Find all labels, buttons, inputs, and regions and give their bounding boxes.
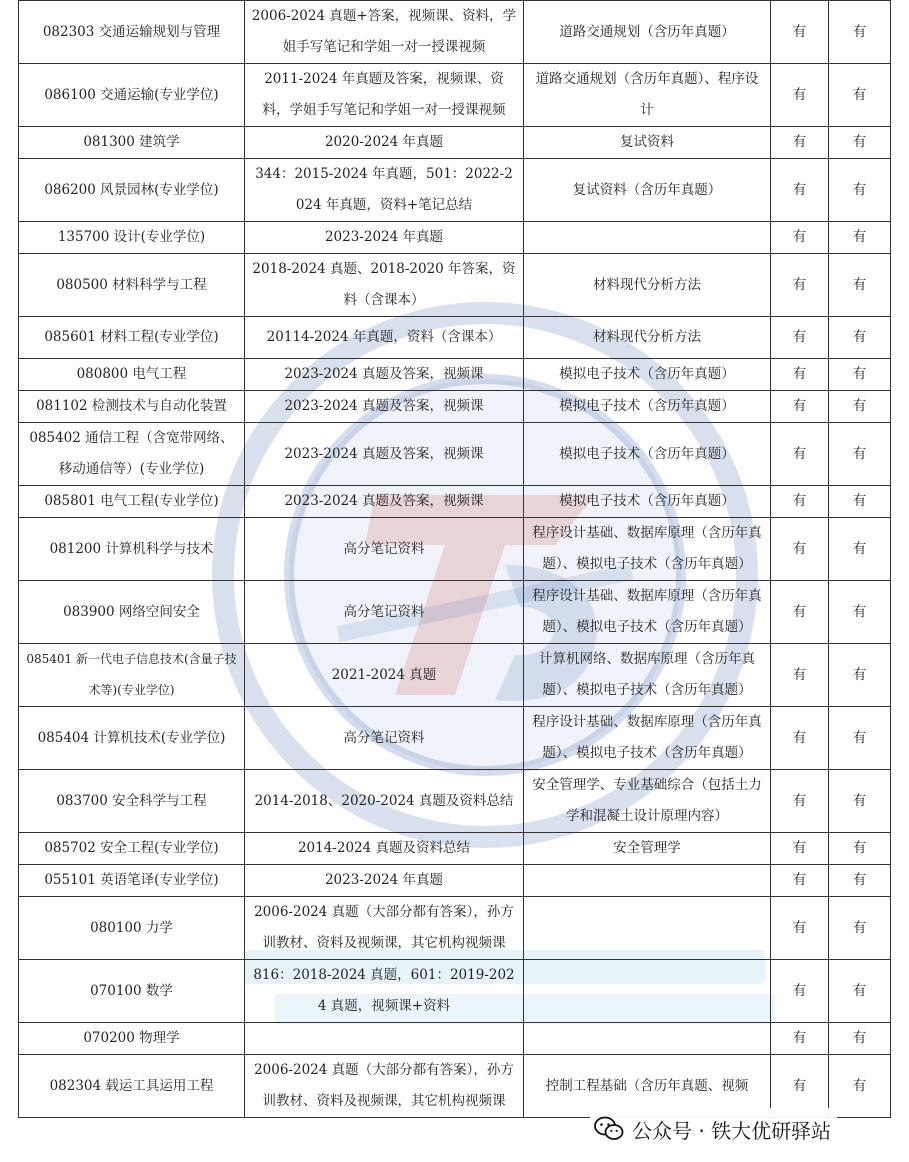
exam-materials-cell: [245, 1023, 524, 1055]
column-5-cell: 有: [829, 1, 891, 64]
table-row: [19, 644, 891, 707]
table-row: [19, 707, 891, 770]
specialty-cell: 083700 安全科学与工程: [19, 770, 245, 833]
specialty-cell: 082303 交通运输规划与管理: [19, 1, 245, 64]
column-4-cell: 有: [771, 423, 829, 486]
column-5-cell: 有: [829, 317, 891, 359]
specialty-cell: 082304 载运工具运用工程: [19, 1055, 245, 1118]
column-5-cell: 有: [829, 127, 891, 159]
column-5-cell: 有: [829, 391, 891, 423]
specialty-cell: 085401 新一代电子信息技术(含量子技术等)(专业学位): [19, 644, 245, 707]
exam-materials-cell: 2021-2024 真题: [245, 644, 524, 707]
column-5-cell: 有: [829, 644, 891, 707]
exam-materials-cell: 2023-2024 年真题: [245, 865, 524, 897]
exam-materials-cell: 20114-2024 年真题，资料（含课本）: [245, 317, 524, 359]
retest-materials-cell: 材料现代分析方法: [524, 254, 771, 317]
table-row: [19, 486, 891, 518]
wechat-icon: [594, 1116, 624, 1142]
exam-materials-cell: 2011-2024 年真题及答案，视频课、资料，学姐手写笔记和学姐一对一授课视频: [245, 64, 524, 127]
column-4-cell: 有: [771, 518, 829, 581]
retest-materials-cell: 材料现代分析方法: [524, 317, 771, 359]
retest-materials-cell: 模拟电子技术（含历年真题）: [524, 423, 771, 486]
retest-materials-cell: 控制工程基础（含历年真题、视频: [524, 1055, 771, 1118]
retest-materials-cell: 程序设计基础、数据库原理（含历年真题）、模拟电子技术（含历年真题）: [524, 707, 771, 770]
exam-materials-cell: 2006-2024 真题（大部分都有答案），孙方训教材、资料及视频课，其它机构视频课: [245, 897, 524, 960]
exam-materials-cell: 高分笔记资料: [245, 707, 524, 770]
retest-materials-cell: 模拟电子技术（含历年真题）: [524, 486, 771, 518]
table-row: [19, 64, 891, 127]
retest-materials-cell: [524, 865, 771, 897]
column-5-cell: 有: [829, 865, 891, 897]
table-row: [19, 391, 891, 423]
specialty-cell: 086200 风景园林(专业学位): [19, 159, 245, 222]
column-5-cell: 有: [829, 1055, 891, 1118]
table-row: [19, 865, 891, 897]
table-row: [19, 423, 891, 486]
column-5-cell: 有: [829, 960, 891, 1023]
column-4-cell: 有: [771, 865, 829, 897]
column-4-cell: 有: [771, 317, 829, 359]
exam-materials-cell: 高分笔记资料: [245, 581, 524, 644]
column-4-cell: 有: [771, 1, 829, 64]
retest-materials-cell: 复试资料（含历年真题）: [524, 159, 771, 222]
wechat-account-name: 公众号 · 铁大优研驿站: [632, 1118, 832, 1143]
specialty-cell: 085801 电气工程(专业学位): [19, 486, 245, 518]
column-5-cell: 有: [829, 518, 891, 581]
exam-materials-cell: 2023-2024 年真题: [245, 222, 524, 254]
specialty-cell: 085702 安全工程(专业学位): [19, 833, 245, 865]
retest-materials-cell: 模拟电子技术（含历年真题）: [524, 359, 771, 391]
retest-materials-cell: 安全管理学、专业基础综合（包括土力学和混凝土设计原理内容）: [524, 770, 771, 833]
table-row: [19, 518, 891, 581]
exam-materials-cell: 2023-2024 真题及答案，视频课: [245, 423, 524, 486]
retest-materials-cell: 安全管理学: [524, 833, 771, 865]
exam-materials-cell: 2023-2024 真题及答案，视频课: [245, 391, 524, 423]
table-row: [19, 254, 891, 317]
column-4-cell: 有: [771, 359, 829, 391]
table-row: [19, 127, 891, 159]
specialty-cell: 081200 计算机科学与技术: [19, 518, 245, 581]
specialty-cell: 135700 设计(专业学位): [19, 222, 245, 254]
retest-materials-cell: [524, 960, 771, 1023]
retest-materials-cell: [524, 1023, 771, 1055]
column-4-cell: 有: [771, 1023, 829, 1055]
column-5-cell: 有: [829, 359, 891, 391]
retest-materials-cell: 程序设计基础、数据库原理（含历年真题）、模拟电子技术（含历年真题）: [524, 518, 771, 581]
column-4-cell: 有: [771, 486, 829, 518]
course-material-table: [18, 0, 891, 1118]
column-4-cell: 有: [771, 391, 829, 423]
table-row: [19, 770, 891, 833]
exam-materials-cell: 2023-2024 真题及答案，视频课: [245, 486, 524, 518]
column-5-cell: 有: [829, 1023, 891, 1055]
exam-materials-cell: 2006-2024 真题（大部分都有答案），孙方训教材、资料及视频课，其它机构视频课: [245, 1055, 524, 1118]
column-4-cell: 有: [771, 1055, 829, 1118]
exam-materials-cell: 2014-2024 真题及资料总结: [245, 833, 524, 865]
column-4-cell: 有: [771, 222, 829, 254]
specialty-cell: 055101 英语笔译(专业学位): [19, 865, 245, 897]
specialty-cell: 070200 物理学: [19, 1023, 245, 1055]
specialty-cell: 081300 建筑学: [19, 127, 245, 159]
retest-materials-cell: 道路交通规划（含历年真题）、程序设计: [524, 64, 771, 127]
column-5-cell: 有: [829, 833, 891, 865]
specialty-cell: 080800 电气工程: [19, 359, 245, 391]
column-5-cell: 有: [829, 897, 891, 960]
specialty-cell: 081102 检测技术与自动化装置: [19, 391, 245, 423]
table-row: [19, 317, 891, 359]
wechat-account-badge: [590, 1108, 837, 1150]
retest-materials-cell: 模拟电子技术（含历年真题）: [524, 391, 771, 423]
table-row: [19, 359, 891, 391]
column-5-cell: 有: [829, 254, 891, 317]
column-4-cell: 有: [771, 127, 829, 159]
table-row: [19, 1023, 891, 1055]
column-5-cell: 有: [829, 707, 891, 770]
exam-materials-cell: 344：2015-2024 年真题，501：2022-2024 年真题，资料+笔记总结: [245, 159, 524, 222]
column-5-cell: 有: [829, 222, 891, 254]
retest-materials-cell: [524, 222, 771, 254]
column-4-cell: 有: [771, 770, 829, 833]
specialty-cell: 086100 交通运输(专业学位): [19, 64, 245, 127]
exam-materials-cell: 2020-2024 年真题: [245, 127, 524, 159]
column-4-cell: 有: [771, 707, 829, 770]
table-row: [19, 159, 891, 222]
table-body: [19, 1, 891, 1118]
column-5-cell: 有: [829, 423, 891, 486]
exam-materials-cell: 2018-2024 真题、2018-2020 年答案，资料（含课本）: [245, 254, 524, 317]
column-5-cell: 有: [829, 64, 891, 127]
table-row: [19, 581, 891, 644]
column-5-cell: 有: [829, 159, 891, 222]
table-row: [19, 897, 891, 960]
column-5-cell: 有: [829, 581, 891, 644]
retest-materials-cell: 计算机网络、数据库原理（含历年真题）、模拟电子技术（含历年真题）: [524, 644, 771, 707]
column-5-cell: 有: [829, 486, 891, 518]
exam-materials-cell: 2014-2018、2020-2024 真题及资料总结: [245, 770, 524, 833]
table-row: [19, 833, 891, 865]
specialty-cell: 070100 数学: [19, 960, 245, 1023]
specialty-cell: 085404 计算机技术(专业学位): [19, 707, 245, 770]
specialty-cell: 085402 通信工程（含宽带网络、移动通信等）(专业学位): [19, 423, 245, 486]
retest-materials-cell: 复试资料: [524, 127, 771, 159]
column-4-cell: 有: [771, 64, 829, 127]
retest-materials-cell: [524, 897, 771, 960]
retest-materials-cell: 道路交通规划（含历年真题）: [524, 1, 771, 64]
column-4-cell: 有: [771, 254, 829, 317]
column-4-cell: 有: [771, 960, 829, 1023]
column-4-cell: 有: [771, 897, 829, 960]
exam-materials-cell: 2023-2024 真题及答案，视频课: [245, 359, 524, 391]
retest-materials-cell: 程序设计基础、数据库原理（含历年真题）、模拟电子技术（含历年真题）: [524, 581, 771, 644]
column-4-cell: 有: [771, 581, 829, 644]
table-row: [19, 960, 891, 1023]
table-row: [19, 1, 891, 64]
specialty-cell: 080100 力学: [19, 897, 245, 960]
specialty-cell: 080500 材料科学与工程: [19, 254, 245, 317]
exam-materials-cell: 高分笔记资料: [245, 518, 524, 581]
exam-materials-cell: 2006-2024 真题+答案，视频课、资料，学姐手写笔记和学姐一对一授课视频: [245, 1, 524, 64]
specialty-cell: 085601 材料工程(专业学位): [19, 317, 245, 359]
column-4-cell: 有: [771, 833, 829, 865]
specialty-cell: 083900 网络空间安全: [19, 581, 245, 644]
exam-materials-cell: 816：2018-2024 真题，601：2019-2024 真题，视频课+资料: [245, 960, 524, 1023]
column-4-cell: 有: [771, 159, 829, 222]
column-4-cell: 有: [771, 644, 829, 707]
table-row: [19, 222, 891, 254]
column-5-cell: 有: [829, 770, 891, 833]
